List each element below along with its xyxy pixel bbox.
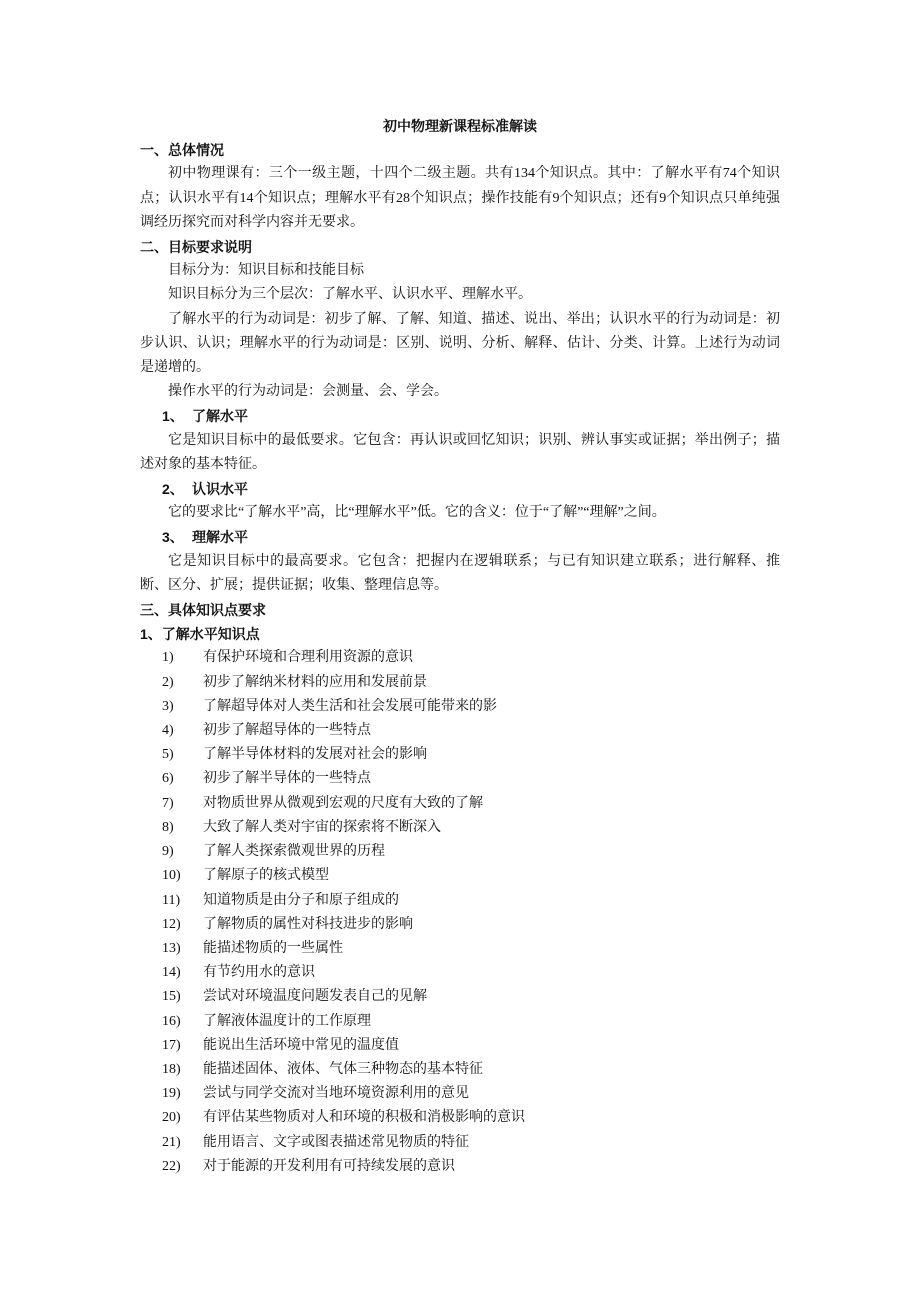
list-item-number: 9) [162,844,174,860]
list-item [140,1131,780,1155]
list-item-number: 10) [162,868,181,884]
list-item-text: 有节约用水的意识 [203,965,315,981]
list-item-number: 15) [162,989,181,1005]
list-item-text: 有保护环境和合理利用资源的意识 [203,650,413,666]
list-item-number: 11) [162,892,181,908]
list-item-text: 大致了解人类对宇宙的探索将不断深入 [203,819,441,835]
list-item [140,913,780,937]
paragraph: 初中物理课有：三个一级主题，十四个二级主题。共有134个知识点。其中：了解水平有74个知识点；认识水平有14个知识点；理解水平有28个知识点；操作技能有9个知识点；还有9个知识点只单纯强调经历探究而对科学内容并无要求。 [140,166,780,230]
list-item [140,767,780,791]
list-item [140,961,780,985]
paragraph: 操作水平的行为动词是：会测量、会、学会。 [168,384,448,400]
list-item [140,1155,780,1179]
subsection-heading [140,525,780,549]
subsection-number: 3、 [162,529,184,546]
knowledge-point-list [140,646,780,1178]
list-item-number: 21) [162,1134,181,1150]
list-item-number: 6) [162,771,174,787]
list-item-text: 了解液体温度计的工作原理 [203,1013,371,1029]
list-item [140,1082,780,1106]
list-item-text: 能描述物质的一些属性 [203,940,343,956]
list-item-number: 14) [162,965,181,981]
paragraph: 目标分为：知识目标和技能目标 [168,263,364,279]
list-item-text: 尝试与同学交流对当地环境资源利用的意见 [203,1086,469,1102]
subsection-heading [140,404,780,428]
list-item-number: 22) [162,1158,181,1174]
paragraph: 了解水平的行为动词是：初步了解、了解、知道、描述、说出、举出；认识水平的行为动词是：初步认识、认识；理解水平的行为动词是：区别、说明、分析、解释、估计、分类、计算。上述行为动词是递增的。 [140,311,780,376]
list-item-text: 了解人类探索微观世界的历程 [203,844,385,860]
list-item [140,1010,780,1034]
list-item [140,646,780,670]
list-item-text: 初步了解纳米材料的应用和发展前景 [203,674,427,690]
list-item-text: 能描述固体、液体、气体三种物态的基本特征 [203,1061,483,1077]
subsection-heading: 1、了解水平知识点 [140,626,260,643]
list-item-number: 19) [162,1086,181,1102]
subsection-number: 1、 [162,408,184,425]
list-item [140,719,780,743]
list-item [140,1034,780,1058]
list-item [140,695,780,719]
list-item-text: 了解超导体对人类生活和社会发展可能带来的影 [203,698,497,714]
list-item-number: 13) [162,940,181,956]
list-item-text: 初步了解超导体的一些特点 [203,723,371,739]
list-item-number: 20) [162,1110,181,1126]
list-item-text: 了解物质的属性对科技进步的影响 [203,916,413,932]
section-heading: 二、目标要求说明 [140,239,252,256]
list-item [140,864,780,888]
list-item-text: 能用语言、文字或图表描述常见物质的特征 [203,1134,469,1150]
section-heading: 一、总体情况 [140,142,224,159]
list-item-text: 知道物质是由分子和原子组成的 [203,892,399,908]
list-item-number: 17) [162,1037,181,1053]
subsection-heading [140,477,780,501]
list-item [140,816,780,840]
list-item-text: 对于能源的开发利用有可持续发展的意识 [203,1158,455,1174]
list-item [140,840,780,864]
list-item-number: 5) [162,747,174,763]
list-item-text: 了解原子的核式模型 [203,868,329,884]
paragraph: 它是知识目标中的最低要求。它包含：再认识或回忆知识；识别、辨认事实或证据；举出例子；描述对象的基本特征。 [140,432,780,472]
list-item [140,792,780,816]
list-item-number: 2) [162,674,174,690]
document-page [140,114,780,1179]
list-item [140,985,780,1009]
paragraph: 它是知识目标中的最高要求。它包含：把握内在逻辑联系；与已有知识建立联系；进行解释、推断、区分、扩展；提供证据；收集、整理信息等。 [140,553,780,593]
list-item [140,1106,780,1130]
document-title: 初中物理新课程标准解读 [383,118,537,134]
subsection-title: 了解水平 [192,408,248,425]
list-item [140,671,780,695]
list-item-number: 8) [162,819,174,835]
subsection-title: 认识水平 [192,481,248,498]
section-heading: 三、具体知识点要求 [140,602,266,619]
list-item-text: 能说出生活环境中常见的温度值 [203,1037,399,1053]
paragraph: 它的要求比“了解水平”高，比“理解水平”低。它的含义：位于“了解”“理解”之间。 [168,505,666,521]
list-item-number: 12) [162,916,181,932]
list-item [140,889,780,913]
list-item-text: 了解半导体材料的发展对社会的影响 [203,747,427,763]
list-item-text: 对物质世界从微观到宏观的尺度有大致的了解 [203,795,483,811]
list-item [140,1058,780,1082]
list-item-number: 7) [162,795,174,811]
paragraph: 知识目标分为三个层次：了解水平、认识水平、理解水平。 [168,287,532,303]
list-item-number: 4) [162,723,174,739]
list-item-text: 有评估某些物质对人和环境的积极和消极影响的意识 [203,1110,525,1126]
subsection-title: 理解水平 [192,529,248,546]
list-item-number: 18) [162,1061,181,1077]
list-item-text: 尝试对环境温度问题发表自己的见解 [203,989,427,1005]
list-item [140,937,780,961]
list-item-number: 3) [162,698,174,714]
list-item-text: 初步了解半导体的一些特点 [203,771,371,787]
list-item-number: 16) [162,1013,181,1029]
subsection-number: 2、 [162,481,184,498]
list-item [140,743,780,767]
list-item-number: 1) [162,650,174,666]
